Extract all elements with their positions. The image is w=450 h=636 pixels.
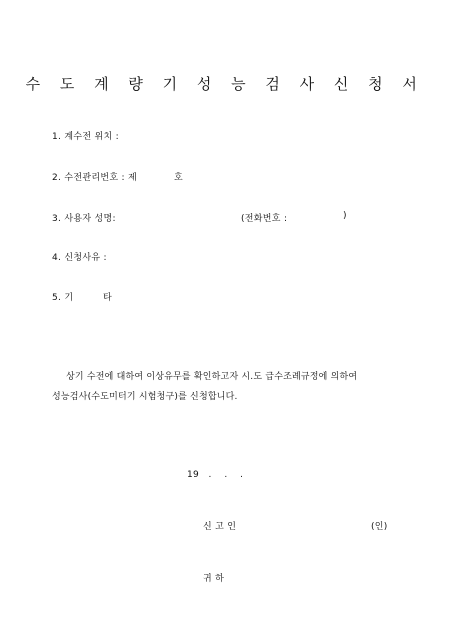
- body-text-line-2: 성능검사(수도미터기 시험청구)를 신청합니다.: [52, 392, 238, 402]
- user-name-label: 3. 사용자 성명:: [52, 214, 116, 224]
- water-number-label: 2. 수전관리번호 : 제: [52, 173, 137, 183]
- applicant-label: 신 고 인: [203, 522, 237, 532]
- form-title: 수 도 계 량 기 성 능 검 사 신 청 서: [25, 75, 425, 93]
- other-label-end: 타: [103, 293, 112, 303]
- seal-label: (인): [371, 522, 388, 532]
- other-label: 5. 기: [52, 293, 74, 303]
- phone-close: ): [343, 211, 347, 221]
- meter-location-label: 1. 계수전 위치 :: [52, 132, 119, 142]
- date-line: 19 . . .: [187, 470, 244, 480]
- water-number-suffix: 호: [174, 173, 183, 183]
- body-text-line-1: 상기 수전에 대하여 이상유무를 확인하고자 시.도 급수조례규정에 의하여: [66, 372, 358, 382]
- reason-label: 4. 신청사유 :: [52, 253, 107, 263]
- phone-label: (전화번호 :: [241, 214, 288, 224]
- addressee-label: 귀 하: [203, 574, 225, 584]
